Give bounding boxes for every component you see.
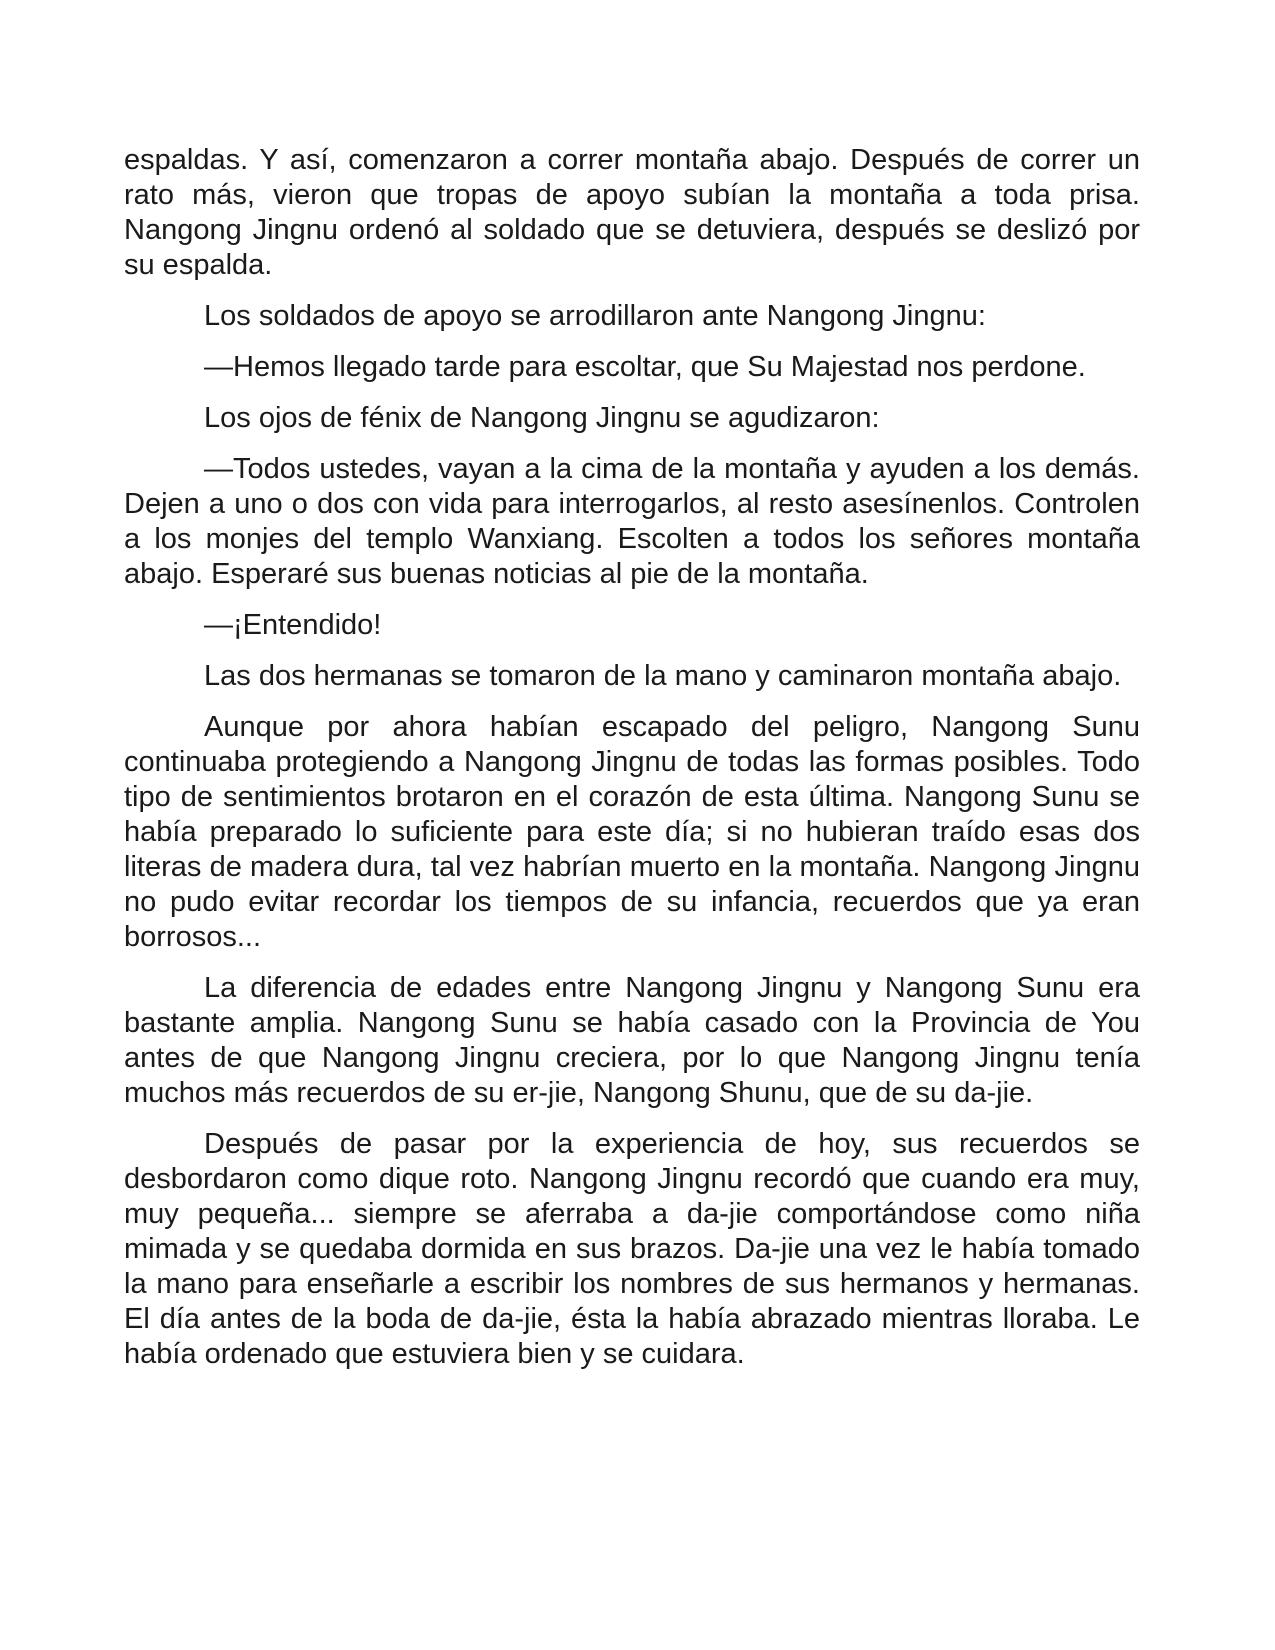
paragraph: Aunque por ahora habían escapado del peligro, Nangong Sunu continuaba protegiendo a Nangong Jingnu de todas las formas posibles. Todo tipo de sentimientos brotaron en el corazón de esta última. Nangong Sunu se había preparado lo suficiente para este día; si no hubieran traído esas dos literas de madera dura, tal vez habrían muerto en la montaña. Nangong Jingnu no pudo evitar recordar los tiempos de su infancia, recuerdos que ya eran borrosos... — [124, 711, 1140, 953]
paragraph: Las dos hermanas se tomaron de la mano y caminaron montaña abajo. — [204, 660, 1122, 692]
document-page — [124, 143, 1140, 1388]
dialogue-paragraph: —¡Entendido! — [204, 609, 382, 641]
paragraph: Después de pasar por la experiencia de hoy, sus recuerdos se desbordaron como dique roto. Nangong Jingnu recordó que cuando era muy, muy pequeña... siempre se aferraba a da-jie comportándose como niña mimada y se quedaba dormida en sus brazos. Da-jie una vez le había tomado la mano para enseñarle a escribir los nombres de sus hermanos y hermanas. El día antes de la boda de da-jie, ésta la había abrazado mientras lloraba. Le había ordenado que estuviera bien y se cuidara. — [124, 1128, 1140, 1370]
paragraph: La diferencia de edades entre Nangong Jingnu y Nangong Sunu era bastante amplia. Nangong Sunu se había casado con la Provincia de You antes de que Nangong Jingnu creciera, por lo que Nangong Jingnu tenía muchos más recuerdos de su er-jie, Nangong Shunu, que de su da-jie. — [124, 972, 1140, 1109]
dialogue-paragraph: —Hemos llegado tarde para escoltar, que Su Majestad nos perdone. — [204, 351, 1086, 383]
paragraph: Los soldados de apoyo se arrodillaron ante Nangong Jingnu: — [204, 300, 986, 332]
paragraph: Los ojos de fénix de Nangong Jingnu se agudizaron: — [204, 402, 880, 434]
paragraph-continuation: espaldas. Y así, comenzaron a correr montaña abajo. Después de correr un rato más, vieron que tropas de apoyo subían la montaña a toda prisa. Nangong Jingnu ordenó al soldado que se detuviera, después se deslizó por su espalda. — [124, 144, 1140, 281]
dialogue-paragraph: —Todos ustedes, vayan a la cima de la montaña y ayuden a los demás. Dejen a uno o dos con vida para interrogarlos, al resto asesínenlos. Controlen a los monjes del templo Wanxiang. Escolten a todos los señores montaña abajo. Esperaré sus buenas noticias al pie de la montaña. — [124, 453, 1140, 590]
